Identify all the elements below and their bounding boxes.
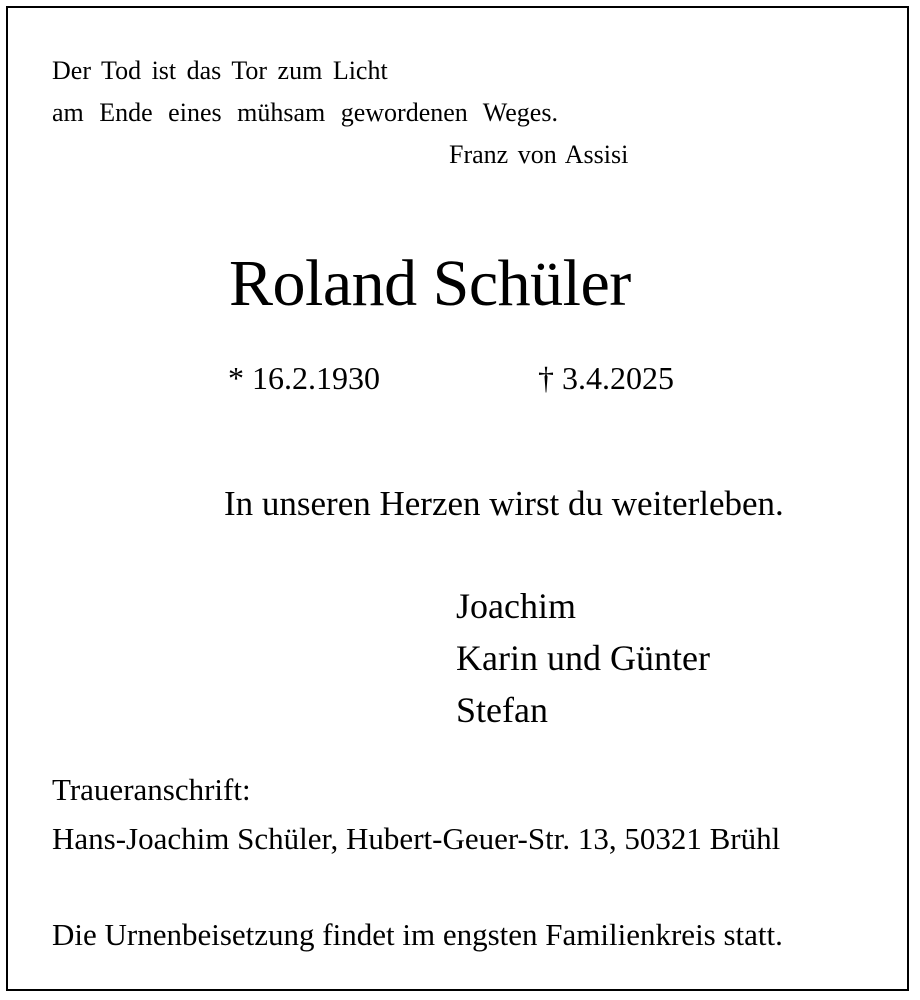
- mourning-address: Hans-Joachim Schüler, Hubert-Geuer-Str. 13, 50321 Brühl: [52, 821, 781, 856]
- quote-line-2: am Ende eines mühsam gewordenen Weges.: [52, 98, 558, 127]
- address-label: Traueranschrift:: [52, 772, 251, 807]
- quote-line-1: Der Tod ist das Tor zum Licht: [52, 56, 388, 85]
- mourner-name: Karin und Günter: [456, 638, 710, 678]
- obituary-notice: [6, 6, 909, 991]
- death-date: † 3.4.2025: [538, 360, 674, 396]
- mourner-name: Joachim: [456, 586, 576, 626]
- burial-notice: Die Urnenbeisetzung findet im engsten Familienkreis statt.: [52, 917, 783, 952]
- birth-date: * 16.2.1930: [228, 360, 380, 396]
- motto: In unseren Herzen wirst du weiterleben.: [224, 484, 784, 523]
- quote-attribution: Franz von Assisi: [449, 140, 629, 169]
- deceased-name: Roland Schüler: [229, 247, 631, 320]
- mourner-name: Stefan: [456, 690, 548, 730]
